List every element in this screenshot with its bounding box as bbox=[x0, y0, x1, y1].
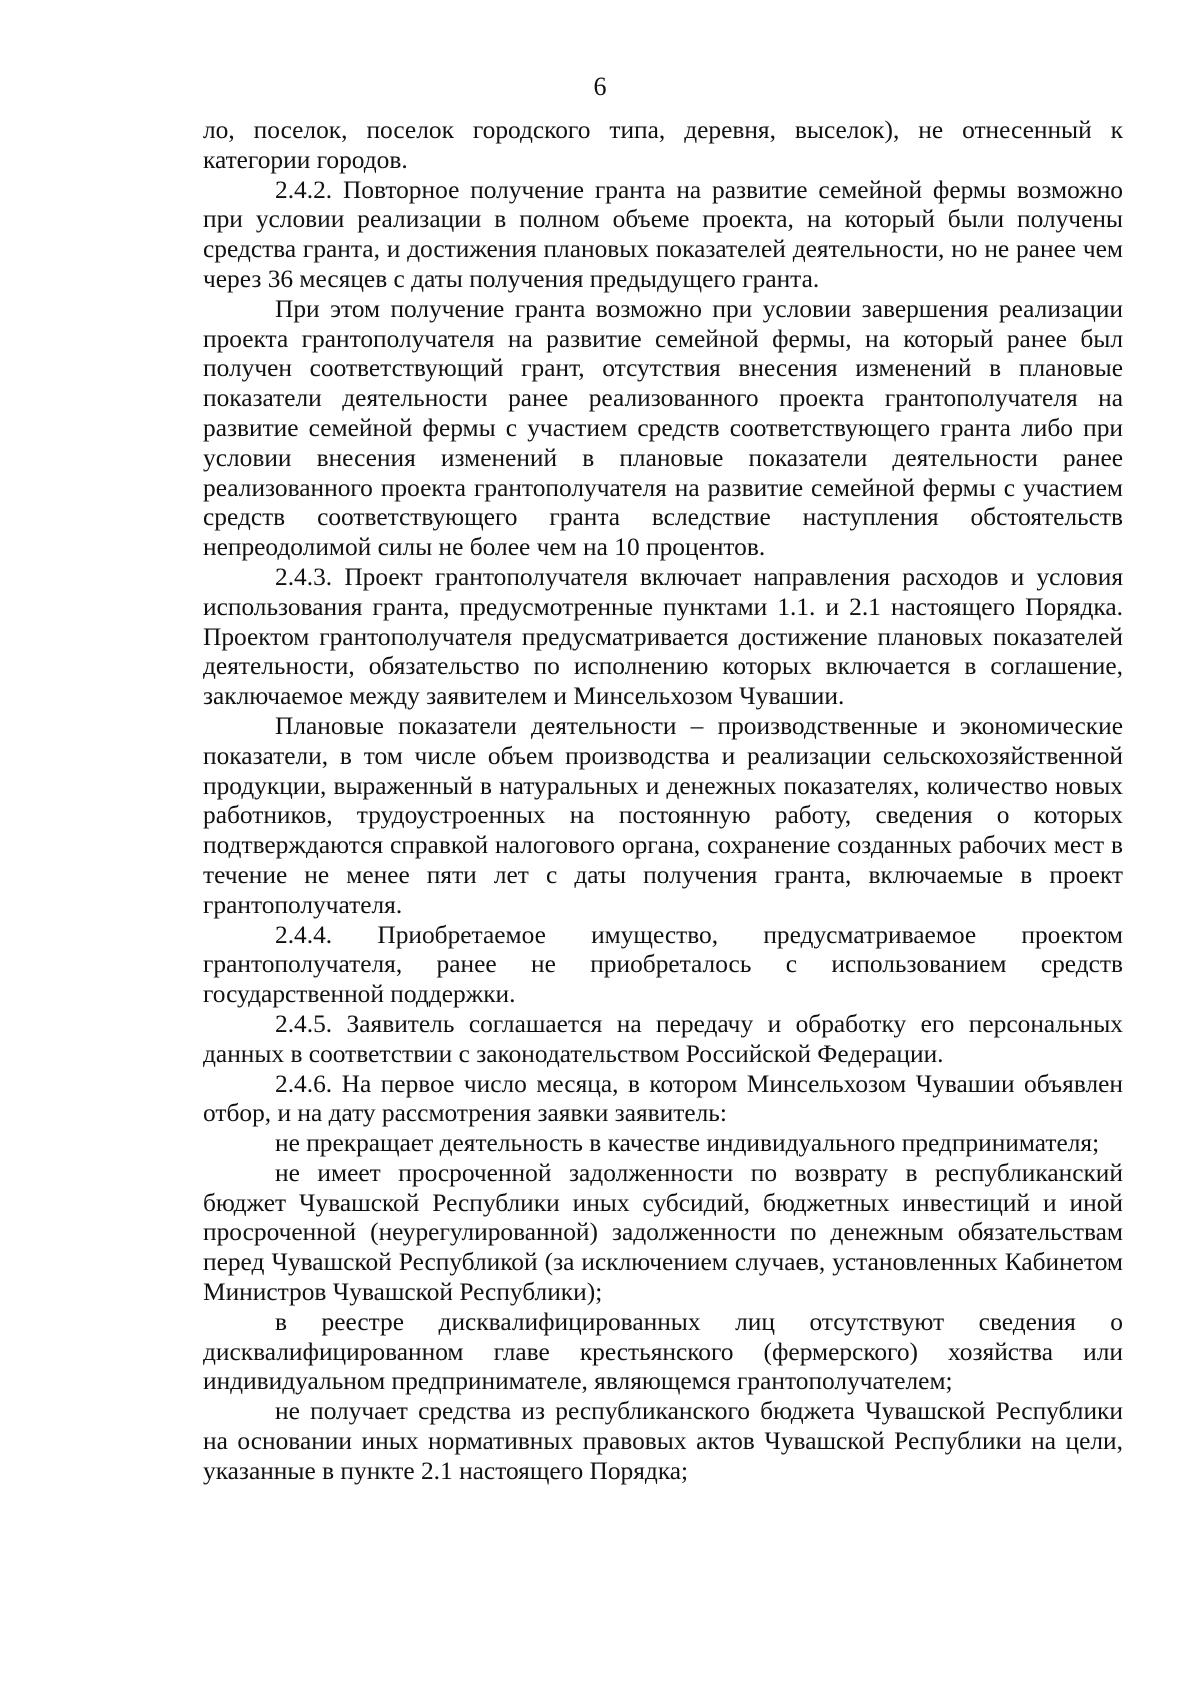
paragraph-continuation: ло, поселок, поселок городского типа, деревня, выселок), не отнесенный к категории городов. bbox=[203, 116, 1123, 174]
page-number: 6 bbox=[593, 72, 607, 101]
paragraph-requirement-registry: в реестре дисквалифицированных лиц отсутствуют сведения о дисквалифицированном главе крестьянского (фермерского) хозяйства или индивидуальном предпринимателе, являющемся грантополучателем; bbox=[203, 1307, 1123, 1396]
paragraph-repeat-grant-conditions: При этом получение гранта возможно при условии завершения реализации проекта грантополучателя на развитие семейной фермы, на который ранее был получен соответствующий грант, отсутствия внесения изменений в плановые показатели деятельности ранее реализованного проекта грантополучателя на развитие семейной фермы с участием средств соответствующего гранта либо при условии внесения изменений в плановые показатели деятельности ранее реализованного проекта грантополучателя на развитие семейной фермы с участием средств соответствующего гранта вследствие наступления обстоятельств непреодолимой силы не более чем на 10 процентов. bbox=[203, 294, 1123, 562]
paragraph-2-4-4: 2.4.4. Приобретаемое имущество, предусматриваемое проектом грантополучателя, ранее не приобреталось с использованием средств государственной поддержки. bbox=[203, 920, 1123, 1009]
paragraph-planned-indicators: Плановые показатели деятельности – производственные и экономические показатели, в том числе объем производства и реализации сельскохозяйственной продукции, выраженный в натуральных и денежных показателях, количество новых работников, трудоустроенных на постоянную работу, сведения о которых подтверждаются справкой налогового органа, сохранение созданных рабочих мест в течение не менее пяти лет с даты получения гранта, включаемые в проект грантополучателя. bbox=[203, 711, 1123, 919]
document-body bbox=[203, 116, 1123, 1487]
paragraph-2-4-2: 2.4.2. Повторное получение гранта на развитие семейной фермы возможно при условии реализации в полном объеме проекта, на который были получены средства гранта, и достижения плановых показателей деятельности, но не ранее чем через 36 месяцев с даты получения предыдущего гранта. bbox=[203, 175, 1123, 293]
paragraph-2-4-6: 2.4.6. На первое число месяца, в котором Минсельхозом Чувашии объявлен отбор, и на дату рассмотрения заявки заявитель: bbox=[203, 1069, 1123, 1128]
paragraph-requirement-funding: не получает средства из республиканского бюджета Чувашской Республики на основании иных нормативных правовых актов Чувашской Республики на цели, указанные в пункте 2.1 настоящего Порядка; bbox=[203, 1397, 1123, 1485]
paragraph-2-4-3: 2.4.3. Проект грантополучателя включает направления расходов и условия использования гранта, предусмотренные пунктами 1.1. и 2.1 настоящего Порядка. Проектом грантополучателя предусматривается достижение плановых показателей деятельности, обязательство по исполнению которых включается в соглашение, заключаемое между заявителем и Минсельхозом Чувашии. bbox=[203, 562, 1123, 711]
paragraph-requirement-debt: не имеет просроченной задолженности по возврату в республиканский бюджет Чувашской Республики иных субсидий, бюджетных инвестиций и иной просроченной (неурегулированной) задолженности по денежным обязательствам перед Чувашской Республикой (за исключением случаев, установленных Кабинетом Министров Чувашской Республики); bbox=[203, 1158, 1123, 1307]
paragraph-requirement-activity: не прекращает деятельность в качестве индивидуального предпринимателя; bbox=[275, 1129, 1100, 1158]
paragraph-2-4-5: 2.4.5. Заявитель соглашается на передачу и обработку его персональных данных в соответствии с законодательством Российской Федерации. bbox=[203, 1009, 1123, 1068]
